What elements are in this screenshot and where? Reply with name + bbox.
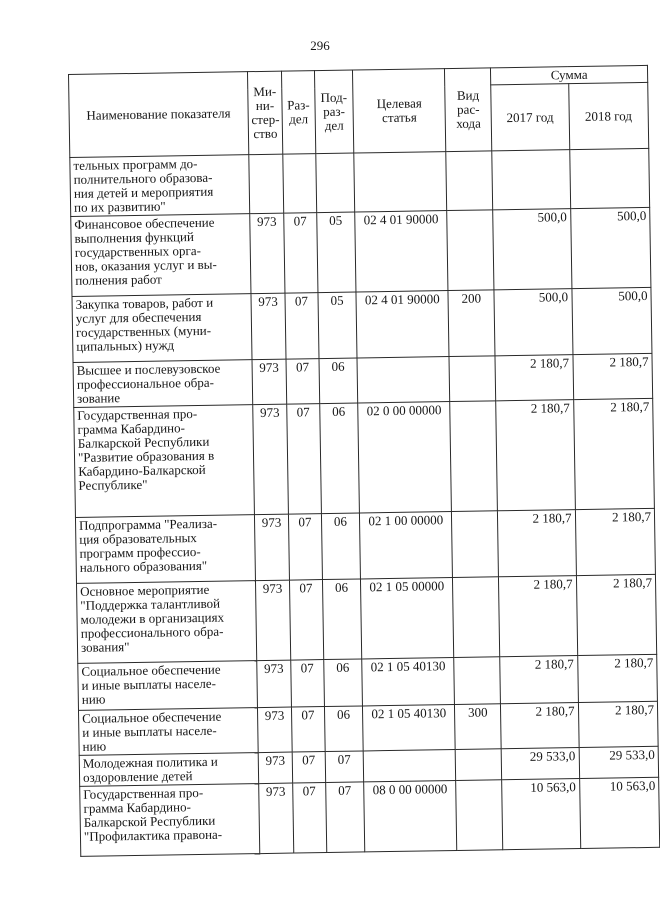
table-cell-expense-type — [456, 780, 503, 851]
table-cell-section: 07 — [287, 404, 321, 514]
table-cell-section: 07 — [290, 580, 324, 660]
table-cell-section: 07 — [286, 359, 319, 405]
table-cell-section: 07 — [292, 752, 325, 784]
table-cell-expense-type — [446, 151, 493, 211]
table-cell-name: Закупка товаров, работ и услуг для обеспечения государственных (муни- ципальных) нужд — [72, 294, 252, 363]
table-cell-2017: 29 533,0 — [501, 748, 579, 780]
table-cell-expense-type — [450, 401, 498, 512]
table-cell-name: Молодежная политика и оздоровление детей — [79, 753, 258, 787]
table-cell-expense-type — [447, 210, 494, 291]
table-cell-subsection: 06 — [319, 403, 359, 514]
table-row — [70, 148, 650, 216]
table-cell-2018: 2 180,7 — [576, 574, 657, 655]
table-cell-2017: 2 180,7 — [496, 400, 575, 511]
table-cell-name: Государственная про- грамма Кабардино- Балкарской Республики "Профилактика правона- — [80, 784, 260, 857]
header-year-2017: 2017 год — [491, 84, 569, 151]
table-cell-ministry: 973 — [252, 404, 288, 515]
table-cell-target: 02 1 00 00000 — [360, 512, 453, 579]
table-cell-expense-type: 200 — [448, 290, 495, 357]
budget-table — [68, 65, 660, 857]
table-cell-name: Финансовое обеспечение выполнения функций государственных орга- нов, оказания услуг и вы- полнения работ — [71, 214, 251, 297]
table-cell-ministry: 973 — [251, 293, 287, 360]
table-cell-ministry: 973 — [258, 752, 293, 784]
table-cell-ministry — [248, 154, 283, 214]
table-cell-section: 07 — [284, 213, 318, 293]
header-expense-type: Вид рас- хода — [445, 68, 492, 152]
table-cell-target — [354, 152, 447, 212]
table-cell-target: 02 4 01 90000 — [355, 211, 448, 292]
table-cell-ministry: 973 — [249, 213, 285, 294]
table-cell-subsection: 06 — [319, 358, 358, 404]
table-cell-target — [363, 749, 455, 781]
table-cell-2018: 2 180,7 — [577, 654, 657, 702]
table-cell-2017: 2 180,7 — [495, 355, 573, 401]
table-cell-subsection: 06 — [322, 579, 362, 660]
table-cell-name: тельных программ до- полнительного образова- ния детей и мероприятия по их развитию" — [70, 155, 250, 217]
table-cell-target — [357, 357, 450, 403]
table-cell-2018: 500,0 — [571, 287, 652, 354]
table-cell-2017 — [492, 150, 570, 210]
table-cell-2018: 2 180,7 — [578, 701, 658, 747]
table-cell-2017: 2 180,7 — [498, 510, 576, 577]
table-cell-2018: 10 563,0 — [579, 777, 660, 848]
header-ministry: Ми- ни- стер- ство — [247, 71, 283, 155]
table-cell-expense-type — [452, 511, 499, 578]
table-cell-expense-type — [455, 749, 501, 781]
table-cell-name: Социальное обеспечение и иные выплаты населе- нию — [78, 661, 257, 711]
table-cell-target: 02 1 05 40130 — [362, 658, 455, 706]
table-cell-section: 07 — [289, 514, 322, 581]
table-cell-ministry: 973 — [252, 359, 287, 405]
table-cell-2017: 2 180,7 — [501, 703, 579, 749]
page-number: 296 — [310, 38, 330, 53]
table-cell-2018: 500,0 — [570, 207, 651, 288]
table-cell-subsection: 06 — [324, 706, 363, 752]
table-cell-ministry: 973 — [256, 660, 291, 708]
table-cell-name: Основное мероприятие "Поддержка талантливой молодежи в организациях профессионального обра- зования" — [77, 581, 257, 664]
table-cell-expense-type — [449, 356, 496, 402]
table-cell-target: 08 0 00 00000 — [364, 780, 457, 851]
table-cell-expense-type: 300 — [455, 704, 502, 750]
table-row — [77, 574, 657, 663]
table-cell-ministry: 973 — [257, 707, 292, 753]
table-row — [80, 777, 660, 856]
table-cell-2018 — [569, 148, 649, 208]
table-cell-subsection: 05 — [316, 212, 356, 293]
table-cell-ministry: 973 — [254, 514, 290, 581]
table-cell-subsection: 07 — [325, 751, 364, 783]
table-cell-expense-type — [453, 577, 500, 658]
table-row — [74, 398, 655, 517]
table-cell-expense-type — [454, 657, 501, 705]
table-cell-ministry: 973 — [255, 580, 291, 661]
table-cell-subsection — [315, 153, 355, 213]
table-cell-section — [283, 154, 316, 214]
header-name: Наименование показателя — [69, 72, 249, 158]
table-cell-section: 07 — [292, 707, 325, 753]
table-cell-target: 02 0 00 00000 — [358, 402, 452, 513]
table-cell-section: 07 — [293, 783, 326, 854]
table-cell-2017: 500,0 — [493, 209, 572, 290]
header-sum: Сумма — [491, 65, 648, 84]
table-cell-2017: 10 563,0 — [502, 779, 580, 850]
table-cell-target: 02 1 05 40130 — [363, 705, 456, 751]
table-cell-ministry: 973 — [258, 783, 294, 854]
header-year-2018: 2018 год — [568, 82, 649, 149]
table-body — [70, 148, 660, 856]
table-row — [72, 287, 652, 362]
table-cell-target: 02 1 05 00000 — [361, 578, 454, 659]
header-subsection: Под- раз- дел — [314, 70, 354, 154]
header-section: Раз- дел — [282, 71, 316, 154]
table-row — [75, 508, 655, 583]
table-cell-name: Высшее и послевузовское профессиональное обра- зование — [73, 360, 252, 408]
table-cell-section: 07 — [291, 660, 324, 708]
table-cell-name: Социальное обеспечение и иные выплаты населе- нию — [78, 708, 257, 756]
table-cell-2018: 29 533,0 — [579, 746, 659, 778]
table-cell-2018: 2 180,7 — [575, 508, 656, 575]
table-cell-subsection: 06 — [321, 513, 361, 580]
table-cell-subsection: 06 — [323, 659, 362, 707]
table-cell-2017: 500,0 — [494, 289, 572, 356]
table-cell-subsection: 07 — [325, 782, 365, 853]
table-cell-subsection: 05 — [318, 292, 358, 359]
table-cell-section: 07 — [285, 293, 318, 360]
table-cell-target: 02 4 01 90000 — [356, 291, 449, 358]
table-cell-2017: 2 180,7 — [500, 656, 578, 704]
table-cell-name: Подпрограмма "Реализа- ция образовательных программ профессио- нального образования" — [75, 515, 255, 584]
header-target: Целевая статья — [353, 69, 446, 153]
table-cell-2018: 2 180,7 — [573, 398, 654, 509]
table-cell-2017: 2 180,7 — [499, 576, 578, 657]
table-row — [71, 207, 651, 296]
table-cell-name: Государственная про- грамма Кабардино- Балкарской Республики "Развитие образования в Кабардино-Балкарской Республике" — [74, 405, 254, 518]
table-cell-2018: 2 180,7 — [572, 353, 652, 399]
